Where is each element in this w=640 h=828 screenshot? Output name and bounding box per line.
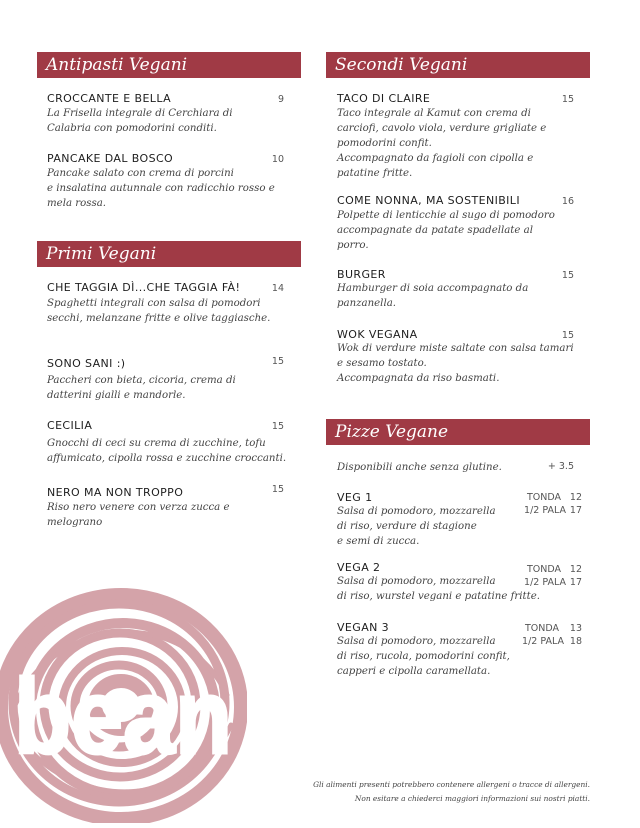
gluten-free-price: + 3.5 xyxy=(547,461,574,472)
item-description: Polpette di lenticchie al sugo di pomodoro accompagnate da patate spadellate al porro. xyxy=(337,210,555,251)
item-price: 10 xyxy=(271,154,284,165)
bean-logo xyxy=(0,585,247,823)
item-price: 16 xyxy=(561,196,574,207)
item-name: VEGA 2 xyxy=(337,561,381,574)
item-name: CECILIA xyxy=(47,419,93,432)
item-name: CROCCANTE E BELLA xyxy=(47,92,172,105)
size-label: TONDA xyxy=(524,623,559,634)
size-label: TONDA xyxy=(526,492,561,503)
allergen-note: Gli alimenti presenti potrebbero contenere allergeni o tracce di allergeni. xyxy=(313,780,590,789)
size-price: 12 xyxy=(569,492,582,503)
primi-title: Primi Vegani xyxy=(46,244,157,264)
primi-banner xyxy=(37,241,301,267)
item-description: Paccheri con bieta, cicoria, crema di datterini gialli e mandorle. xyxy=(47,375,236,401)
item-name: VEGAN 3 xyxy=(337,621,390,634)
item-price: 15 xyxy=(561,94,574,105)
item-price: 9 xyxy=(277,94,284,105)
antipasti-title: Antipasti Vegani xyxy=(46,55,188,75)
size-price: 18 xyxy=(569,636,582,647)
item-price: 15 xyxy=(271,421,284,432)
item-name: SONO SANI :) xyxy=(47,357,126,370)
info-note: Non esitare a chiederci maggiori informazioni sui nostri piatti. xyxy=(354,794,590,803)
item-price: 14 xyxy=(271,283,284,294)
antipasti-banner xyxy=(37,52,301,78)
pizze-banner xyxy=(326,419,590,445)
item-price: 15 xyxy=(271,484,284,495)
logo-text: bean xyxy=(14,658,232,776)
size-label: 1/2 PALA xyxy=(524,577,566,588)
size-label: 1/2 PALA xyxy=(524,505,566,516)
item-name: VEG 1 xyxy=(337,491,373,504)
item-name: CHE TAGGIA DÌ...CHE TAGGIA FÀ! xyxy=(47,281,241,294)
item-name: COME NONNA, MA SOSTENIBILI xyxy=(337,194,520,207)
item-description: Wok di verdure miste saltate con salsa tamari e sesamo tostato. Accompagnata da riso basmati. xyxy=(337,343,574,384)
size-price: 17 xyxy=(569,505,582,516)
item-description: Hamburger di soia accompagnato da panzanella. xyxy=(337,283,529,309)
item-name: NERO MA NON TROPPO xyxy=(47,486,184,499)
item-price: 15 xyxy=(561,330,574,341)
item-description: Taco integrale al Kamut con crema di carciofi, cavolo viola, verdure grigliate e pomodorini confit. Accompagnato da fagioli con cipolla e patatine fritte. xyxy=(337,108,547,179)
pizze-title: Pizze Vegane xyxy=(335,422,449,442)
item-name: WOK VEGANA xyxy=(337,328,418,341)
gluten-free-note: Disponibili anche senza glutine. xyxy=(337,462,502,473)
item-description: Spaghetti integrali con salsa di pomodori secchi, melanzane fritte e olive taggiasche. xyxy=(47,298,271,324)
item-description: Salsa di pomodoro, mozzarella di riso, rucola, pomodorini confit, capperi e cipolla caramellata. xyxy=(337,636,510,677)
item-description: Riso nero venere con verza zucca e melograno xyxy=(47,502,230,528)
item-description: Pancake salato con crema di porcini e insalatina autunnale con radicchio rosso e mela rossa. xyxy=(47,168,275,209)
secondi-banner xyxy=(326,52,590,78)
size-price: 12 xyxy=(569,564,582,575)
size-price: 17 xyxy=(569,577,582,588)
item-description: Gnocchi di ceci su crema di zucchine, tofu affumicato, cipolla rossa e zucchine croccanti. xyxy=(47,438,287,464)
item-price: 15 xyxy=(271,356,284,367)
item-name: BURGER xyxy=(337,268,386,281)
item-description: Salsa di pomodoro, mozzarella di riso, wurstel vegani e patatine fritte. xyxy=(337,576,540,602)
size-label: 1/2 PALA xyxy=(522,636,564,647)
secondi-title: Secondi Vegani xyxy=(335,55,468,75)
size-label: TONDA xyxy=(526,564,561,575)
item-name: PANCAKE DAL BOSCO xyxy=(47,152,174,165)
item-description: Salsa di pomodoro, mozzarella di riso, verdure di stagione e semi di zucca. xyxy=(337,506,496,547)
item-name: TACO DI CLAIRE xyxy=(337,92,431,105)
size-price: 13 xyxy=(569,623,582,634)
item-price: 15 xyxy=(561,270,574,281)
item-description: La Frisella integrale di Cerchiara di Calabria con pomodorini conditi. xyxy=(47,108,233,134)
